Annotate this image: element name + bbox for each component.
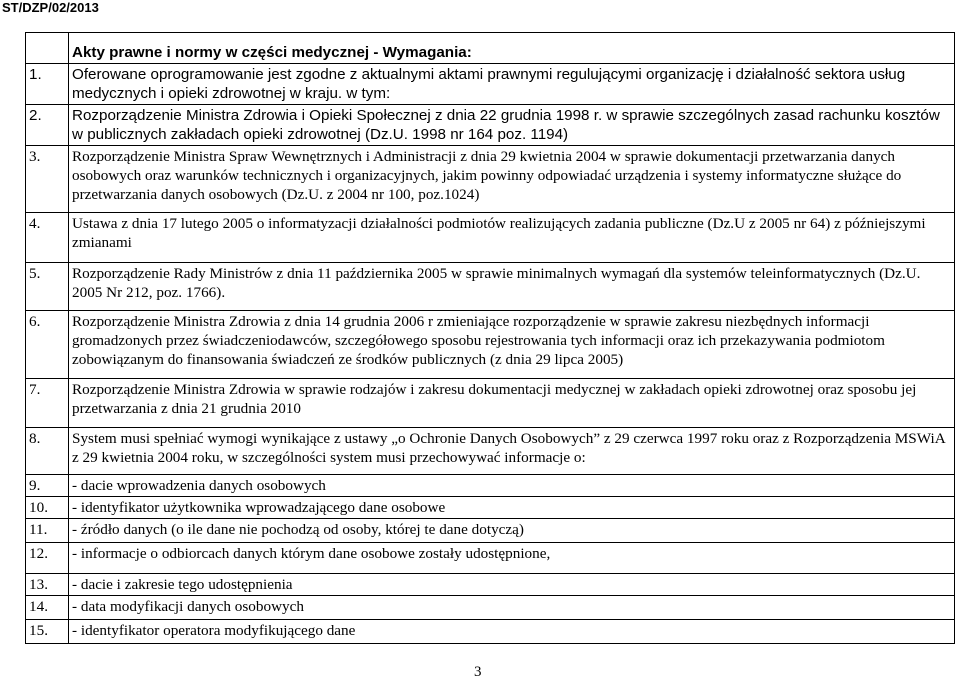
row-number: 7. [26, 379, 69, 428]
row-number: 9. [26, 475, 69, 497]
table-row [26, 519, 955, 543]
row-number: 6. [26, 311, 69, 379]
table-row [26, 596, 955, 620]
row-text: Rozporządzenie Rady Ministrów z dnia 11 października 2005 w sprawie minimalnych wymagań dla systemów teleinformatycznych (Dz.U. 2005 Nr 212, poz. 1766). [69, 263, 955, 311]
table-row [26, 428, 955, 475]
row-text: System musi spełniać wymogi wynikające z ustawy „o Ochronie Danych Osobowych” z 29 czerwca 1997 roku oraz z Rozporządzenia MSWiA z 29 kwietnia 2004 roku, w szczególności system musi przechowywać informacje o: [69, 428, 955, 475]
table-row [26, 64, 955, 105]
requirements-table [25, 32, 955, 644]
row-number: 2. [26, 105, 69, 146]
table-row [26, 497, 955, 519]
table-row [26, 213, 955, 263]
row-number: 1. [26, 64, 69, 105]
document-id: ST/DZP/02/2013 [2, 0, 99, 15]
row-text: - data modyfikacji danych osobowych [69, 596, 955, 620]
row-number: 11. [26, 519, 69, 543]
table-row [26, 620, 955, 644]
row-text: - identyfikator operatora modyfikującego dane [69, 620, 955, 644]
row-text: Rozporządzenie Ministra Zdrowia i Opieki Społecznej z dnia 22 grudnia 1998 r. w sprawie szczególnych zasad rachunku kosztów w publicznych zakładach opieki zdrowotnej (Dz.U. 1998 nr 164 poz. 1194) [69, 105, 955, 146]
table-row [26, 379, 955, 428]
row-number: 12. [26, 543, 69, 574]
row-text: Oferowane oprogramowanie jest zgodne z aktualnymi aktami prawnymi regulującymi organizację i działalność sektora usług medycznych i opieki zdrowotnej w kraju. w tym: [69, 64, 955, 105]
row-text: - identyfikator użytkownika wprowadzającego dane osobowe [69, 497, 955, 519]
row-number: 5. [26, 263, 69, 311]
page-number: 3 [474, 664, 482, 680]
row-text: - dacie i zakresie tego udostępnienia [69, 574, 955, 596]
table-row [26, 146, 955, 213]
table-row [26, 311, 955, 379]
row-text: Rozporządzenie Ministra Spraw Wewnętrznych i Administracji z dnia 29 kwietnia 2004 w sprawie dokumentacji przetwarzania danych osobowych oraz warunków technicznych i organizacyjnych, jakim powinny odpowiadać urządzenia i systemy informatyczne służące do przetwarzania danych osobowych (Dz.U. z 2004 nr 100, poz.1024) [69, 146, 955, 213]
row-text: - informacje o odbiorcach danych którym dane osobowe zostały udostępnione, [69, 543, 955, 574]
table-row [26, 105, 955, 146]
row-number: 8. [26, 428, 69, 475]
row-text: Rozporządzenie Ministra Zdrowia w sprawie rodzajów i zakresu dokumentacji medycznej w zakładach opieki zdrowotnej oraz sposobu jej przetwarzania z dnia 21 grudnia 2010 [69, 379, 955, 428]
row-text: - źródło danych (o ile dane nie pochodzą od osoby, której te dane dotyczą) [69, 519, 955, 543]
table-title: Akty prawne i normy w części medycznej - Wymagania: [69, 33, 955, 64]
table-row [26, 543, 955, 574]
table-row [26, 574, 955, 596]
row-number: 14. [26, 596, 69, 620]
table-row [26, 475, 955, 497]
title-number-cell [26, 33, 69, 64]
row-number: 13. [26, 574, 69, 596]
table-row [26, 263, 955, 311]
row-number: 15. [26, 620, 69, 644]
table-title-row [26, 33, 955, 64]
row-text: - dacie wprowadzenia danych osobowych [69, 475, 955, 497]
row-text: Rozporządzenie Ministra Zdrowia z dnia 14 grudnia 2006 r zmieniające rozporządzenie w sprawie zakresu niezbędnych informacji gromadzonych przez świadczeniodawców, szczegółowego sposobu rejestrowania tych informacji oraz ich przekazywania podmiotom zobowiązanym do finansowania świadczeń ze środków publicznych (z dnia 29 lipca 2005) [69, 311, 955, 379]
row-number: 4. [26, 213, 69, 263]
row-number: 3. [26, 146, 69, 213]
row-text: Ustawa z dnia 17 lutego 2005 o informatyzacji działalności podmiotów realizujących zadania publiczne (Dz.U z 2005 nr 64) z późniejszymi zmianami [69, 213, 955, 263]
row-number: 10. [26, 497, 69, 519]
